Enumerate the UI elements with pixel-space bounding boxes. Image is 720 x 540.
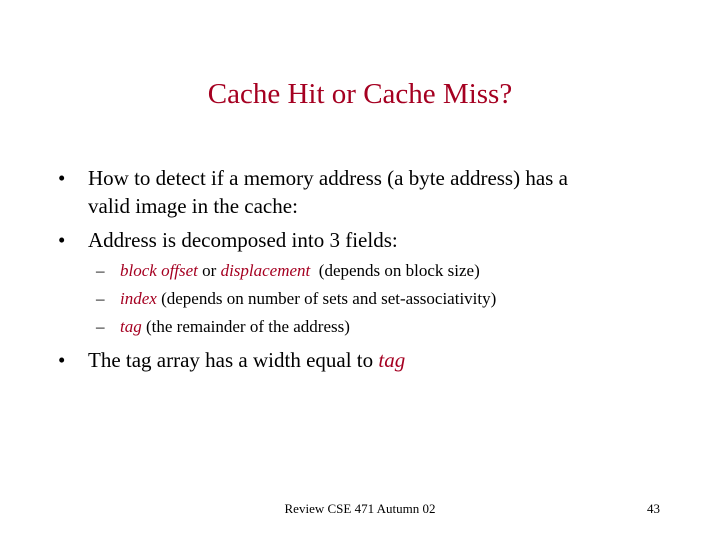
- subitem-text: [120, 315, 350, 339]
- page-number: 43: [647, 501, 660, 516]
- subitem-description: (depends on block size): [310, 261, 480, 280]
- subitem-connector: or: [197, 261, 221, 280]
- footer-course-label: Review CSE 471 Autumn 02: [284, 501, 436, 516]
- bullet-symbol: •: [58, 228, 66, 252]
- dash-symbol: –: [96, 261, 105, 280]
- term-tag: tag: [120, 317, 142, 336]
- dash-symbol: –: [96, 317, 105, 336]
- slide-title: Cache Hit or Cache Miss?: [207, 78, 513, 110]
- term-index: index: [120, 289, 157, 308]
- bullet-symbol: •: [58, 166, 66, 190]
- subitem-text: [120, 259, 480, 283]
- subitem-description: (depends on number of sets and set-associativity): [156, 289, 497, 308]
- bullet-text-prefix: The tag array has a width equal to: [88, 348, 379, 372]
- bullet-text: Address is decomposed into 3 fields:: [88, 228, 398, 252]
- term-displacement: displacement: [220, 261, 311, 280]
- bullet-text: [88, 346, 678, 374]
- subitem-description: (the remainder of the address): [141, 317, 350, 336]
- dash-symbol: –: [96, 289, 105, 308]
- term-block-offset: block offset: [120, 261, 198, 280]
- bullet-symbol: •: [58, 348, 66, 372]
- subitem-text: [120, 287, 496, 311]
- bullet-text-line-1: How to detect if a memory address (a byte address) has a: [88, 166, 568, 190]
- term-tag: tag: [378, 348, 406, 372]
- bullet-text-line-2: valid image in the cache:: [88, 194, 298, 218]
